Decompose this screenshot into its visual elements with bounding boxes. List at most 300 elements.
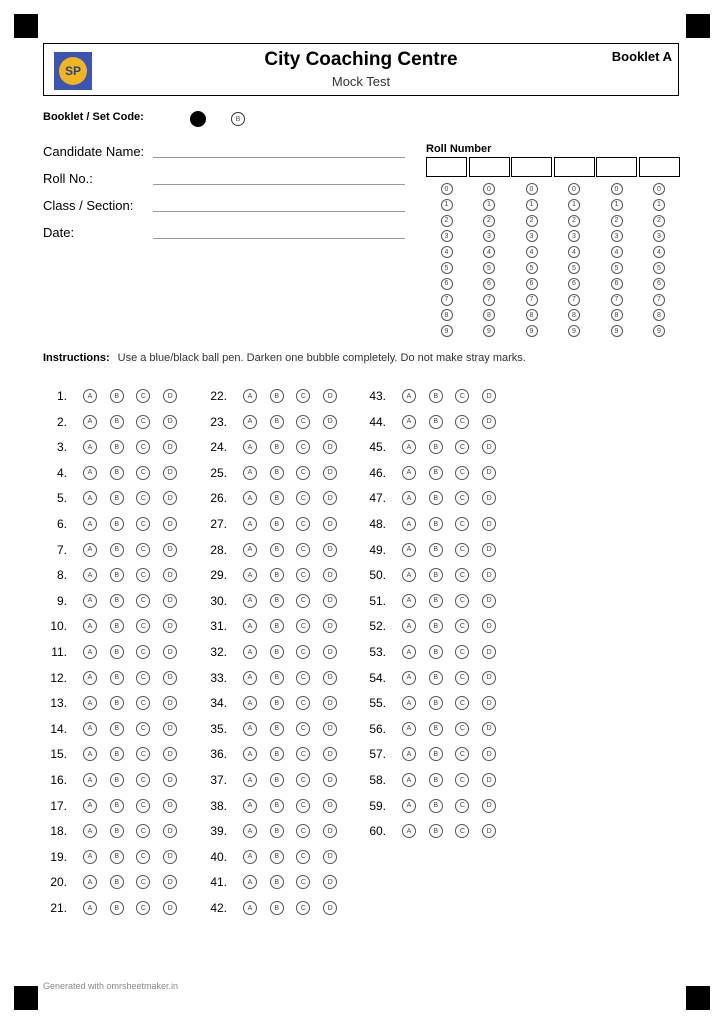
roll-bubble-col1-3[interactable]: 3 (441, 230, 453, 242)
answer-bubble-q52-d[interactable]: D (482, 619, 496, 633)
answer-bubble-q53-b[interactable]: B (429, 645, 443, 659)
answer-bubble-q43-c[interactable]: C (455, 389, 469, 403)
roll-bubble-col1-4[interactable]: 4 (441, 246, 453, 258)
answer-bubble-q55-c[interactable]: C (455, 696, 469, 710)
answer-bubble-q21-d[interactable]: D (163, 901, 177, 915)
answer-bubble-q39-a[interactable]: A (243, 824, 257, 838)
answer-bubble-q10-d[interactable]: D (163, 619, 177, 633)
answer-bubble-q5-a[interactable]: A (83, 491, 97, 505)
answer-bubble-q37-c[interactable]: C (296, 773, 310, 787)
answer-bubble-q33-b[interactable]: B (270, 671, 284, 685)
answer-bubble-q15-d[interactable]: D (163, 747, 177, 761)
answer-bubble-q55-d[interactable]: D (482, 696, 496, 710)
answer-bubble-q25-a[interactable]: A (243, 466, 257, 480)
roll-digit-box-4[interactable] (554, 157, 595, 177)
roll-bubble-col4-7[interactable]: 7 (568, 294, 580, 306)
answer-bubble-q18-a[interactable]: A (83, 824, 97, 838)
answer-bubble-q31-d[interactable]: D (323, 619, 337, 633)
answer-bubble-q33-d[interactable]: D (323, 671, 337, 685)
roll-bubble-col4-4[interactable]: 4 (568, 246, 580, 258)
answer-bubble-q30-d[interactable]: D (323, 594, 337, 608)
answer-bubble-q37-d[interactable]: D (323, 773, 337, 787)
answer-bubble-q3-b[interactable]: B (110, 440, 124, 454)
roll-bubble-col2-4[interactable]: 4 (483, 246, 495, 258)
answer-bubble-q32-c[interactable]: C (296, 645, 310, 659)
answer-bubble-q4-b[interactable]: B (110, 466, 124, 480)
roll-digit-box-5[interactable] (596, 157, 637, 177)
answer-bubble-q28-d[interactable]: D (323, 543, 337, 557)
answer-bubble-q56-c[interactable]: C (455, 722, 469, 736)
answer-bubble-q41-b[interactable]: B (270, 875, 284, 889)
roll-digit-box-2[interactable] (469, 157, 510, 177)
answer-bubble-q54-d[interactable]: D (482, 671, 496, 685)
answer-bubble-q17-c[interactable]: C (136, 799, 150, 813)
answer-bubble-q56-a[interactable]: A (402, 722, 416, 736)
answer-bubble-q8-a[interactable]: A (83, 568, 97, 582)
answer-bubble-q29-c[interactable]: C (296, 568, 310, 582)
answer-bubble-q54-c[interactable]: C (455, 671, 469, 685)
answer-bubble-q45-a[interactable]: A (402, 440, 416, 454)
roll-bubble-col5-8[interactable]: 8 (611, 309, 623, 321)
answer-bubble-q32-a[interactable]: A (243, 645, 257, 659)
answer-bubble-q60-a[interactable]: A (402, 824, 416, 838)
answer-bubble-q47-c[interactable]: C (455, 491, 469, 505)
answer-bubble-q6-d[interactable]: D (163, 517, 177, 531)
answer-bubble-q13-d[interactable]: D (163, 696, 177, 710)
answer-bubble-q33-c[interactable]: C (296, 671, 310, 685)
answer-bubble-q50-d[interactable]: D (482, 568, 496, 582)
roll-bubble-col3-0[interactable]: 0 (526, 183, 538, 195)
roll-bubble-col4-5[interactable]: 5 (568, 262, 580, 274)
answer-bubble-q43-d[interactable]: D (482, 389, 496, 403)
answer-bubble-q31-a[interactable]: A (243, 619, 257, 633)
answer-bubble-q4-a[interactable]: A (83, 466, 97, 480)
answer-bubble-q53-d[interactable]: D (482, 645, 496, 659)
answer-bubble-q22-d[interactable]: D (323, 389, 337, 403)
answer-bubble-q23-d[interactable]: D (323, 415, 337, 429)
roll-bubble-col6-0[interactable]: 0 (653, 183, 665, 195)
answer-bubble-q59-d[interactable]: D (482, 799, 496, 813)
answer-bubble-q20-a[interactable]: A (83, 875, 97, 889)
answer-bubble-q9-c[interactable]: C (136, 594, 150, 608)
answer-bubble-q13-a[interactable]: A (83, 696, 97, 710)
set-code-bubble-a[interactable]: A (190, 111, 206, 127)
roll-bubble-col2-6[interactable]: 6 (483, 278, 495, 290)
date-field[interactable] (153, 238, 405, 239)
answer-bubble-q57-a[interactable]: A (402, 747, 416, 761)
answer-bubble-q15-b[interactable]: B (110, 747, 124, 761)
answer-bubble-q16-a[interactable]: A (83, 773, 97, 787)
roll-bubble-col3-2[interactable]: 2 (526, 215, 538, 227)
answer-bubble-q14-a[interactable]: A (83, 722, 97, 736)
answer-bubble-q36-c[interactable]: C (296, 747, 310, 761)
answer-bubble-q58-b[interactable]: B (429, 773, 443, 787)
answer-bubble-q24-b[interactable]: B (270, 440, 284, 454)
roll-bubble-col4-9[interactable]: 9 (568, 325, 580, 337)
answer-bubble-q30-c[interactable]: C (296, 594, 310, 608)
answer-bubble-q14-c[interactable]: C (136, 722, 150, 736)
roll-bubble-col6-3[interactable]: 3 (653, 230, 665, 242)
answer-bubble-q47-a[interactable]: A (402, 491, 416, 505)
answer-bubble-q28-c[interactable]: C (296, 543, 310, 557)
answer-bubble-q10-b[interactable]: B (110, 619, 124, 633)
answer-bubble-q20-b[interactable]: B (110, 875, 124, 889)
answer-bubble-q19-c[interactable]: C (136, 850, 150, 864)
answer-bubble-q2-c[interactable]: C (136, 415, 150, 429)
answer-bubble-q44-d[interactable]: D (482, 415, 496, 429)
answer-bubble-q38-a[interactable]: A (243, 799, 257, 813)
answer-bubble-q31-c[interactable]: C (296, 619, 310, 633)
answer-bubble-q6-c[interactable]: C (136, 517, 150, 531)
answer-bubble-q27-d[interactable]: D (323, 517, 337, 531)
answer-bubble-q26-c[interactable]: C (296, 491, 310, 505)
answer-bubble-q35-d[interactable]: D (323, 722, 337, 736)
roll-bubble-col1-0[interactable]: 0 (441, 183, 453, 195)
answer-bubble-q12-a[interactable]: A (83, 671, 97, 685)
answer-bubble-q50-c[interactable]: C (455, 568, 469, 582)
answer-bubble-q49-c[interactable]: C (455, 543, 469, 557)
answer-bubble-q20-c[interactable]: C (136, 875, 150, 889)
answer-bubble-q44-a[interactable]: A (402, 415, 416, 429)
answer-bubble-q41-d[interactable]: D (323, 875, 337, 889)
roll-bubble-col2-5[interactable]: 5 (483, 262, 495, 274)
answer-bubble-q1-b[interactable]: B (110, 389, 124, 403)
answer-bubble-q45-b[interactable]: B (429, 440, 443, 454)
answer-bubble-q22-c[interactable]: C (296, 389, 310, 403)
answer-bubble-q7-c[interactable]: C (136, 543, 150, 557)
answer-bubble-q25-b[interactable]: B (270, 466, 284, 480)
roll-bubble-col1-9[interactable]: 9 (441, 325, 453, 337)
answer-bubble-q25-d[interactable]: D (323, 466, 337, 480)
answer-bubble-q38-b[interactable]: B (270, 799, 284, 813)
answer-bubble-q57-d[interactable]: D (482, 747, 496, 761)
answer-bubble-q13-c[interactable]: C (136, 696, 150, 710)
answer-bubble-q45-c[interactable]: C (455, 440, 469, 454)
answer-bubble-q34-b[interactable]: B (270, 696, 284, 710)
roll-bubble-col4-0[interactable]: 0 (568, 183, 580, 195)
answer-bubble-q48-b[interactable]: B (429, 517, 443, 531)
answer-bubble-q43-b[interactable]: B (429, 389, 443, 403)
roll-bubble-col1-6[interactable]: 6 (441, 278, 453, 290)
answer-bubble-q44-b[interactable]: B (429, 415, 443, 429)
answer-bubble-q13-b[interactable]: B (110, 696, 124, 710)
answer-bubble-q11-b[interactable]: B (110, 645, 124, 659)
answer-bubble-q20-d[interactable]: D (163, 875, 177, 889)
roll-bubble-col3-8[interactable]: 8 (526, 309, 538, 321)
answer-bubble-q49-d[interactable]: D (482, 543, 496, 557)
answer-bubble-q17-b[interactable]: B (110, 799, 124, 813)
answer-bubble-q27-c[interactable]: C (296, 517, 310, 531)
roll-bubble-col3-4[interactable]: 4 (526, 246, 538, 258)
answer-bubble-q34-c[interactable]: C (296, 696, 310, 710)
answer-bubble-q22-a[interactable]: A (243, 389, 257, 403)
answer-bubble-q36-d[interactable]: D (323, 747, 337, 761)
roll-bubble-col6-5[interactable]: 5 (653, 262, 665, 274)
answer-bubble-q48-a[interactable]: A (402, 517, 416, 531)
answer-bubble-q12-c[interactable]: C (136, 671, 150, 685)
answer-bubble-q34-d[interactable]: D (323, 696, 337, 710)
answer-bubble-q16-b[interactable]: B (110, 773, 124, 787)
answer-bubble-q5-d[interactable]: D (163, 491, 177, 505)
answer-bubble-q34-a[interactable]: A (243, 696, 257, 710)
answer-bubble-q6-a[interactable]: A (83, 517, 97, 531)
answer-bubble-q55-a[interactable]: A (402, 696, 416, 710)
answer-bubble-q57-b[interactable]: B (429, 747, 443, 761)
roll-digit-box-1[interactable] (426, 157, 467, 177)
answer-bubble-q41-c[interactable]: C (296, 875, 310, 889)
answer-bubble-q1-d[interactable]: D (163, 389, 177, 403)
answer-bubble-q25-c[interactable]: C (296, 466, 310, 480)
answer-bubble-q19-d[interactable]: D (163, 850, 177, 864)
answer-bubble-q30-a[interactable]: A (243, 594, 257, 608)
roll-bubble-col3-9[interactable]: 9 (526, 325, 538, 337)
roll-bubble-col1-5[interactable]: 5 (441, 262, 453, 274)
answer-bubble-q18-b[interactable]: B (110, 824, 124, 838)
answer-bubble-q46-a[interactable]: A (402, 466, 416, 480)
roll-bubble-col2-3[interactable]: 3 (483, 230, 495, 242)
answer-bubble-q9-d[interactable]: D (163, 594, 177, 608)
answer-bubble-q43-a[interactable]: A (402, 389, 416, 403)
answer-bubble-q16-c[interactable]: C (136, 773, 150, 787)
set-code-bubble-b[interactable]: B (231, 112, 245, 126)
roll-bubble-col5-6[interactable]: 6 (611, 278, 623, 290)
answer-bubble-q56-b[interactable]: B (429, 722, 443, 736)
answer-bubble-q42-a[interactable]: A (243, 901, 257, 915)
answer-bubble-q10-c[interactable]: C (136, 619, 150, 633)
roll-bubble-col1-8[interactable]: 8 (441, 309, 453, 321)
answer-bubble-q7-b[interactable]: B (110, 543, 124, 557)
answer-bubble-q17-a[interactable]: A (83, 799, 97, 813)
roll-bubble-col6-9[interactable]: 9 (653, 325, 665, 337)
answer-bubble-q26-b[interactable]: B (270, 491, 284, 505)
answer-bubble-q49-a[interactable]: A (402, 543, 416, 557)
answer-bubble-q14-b[interactable]: B (110, 722, 124, 736)
answer-bubble-q40-b[interactable]: B (270, 850, 284, 864)
answer-bubble-q24-c[interactable]: C (296, 440, 310, 454)
answer-bubble-q10-a[interactable]: A (83, 619, 97, 633)
roll-bubble-col2-9[interactable]: 9 (483, 325, 495, 337)
answer-bubble-q54-b[interactable]: B (429, 671, 443, 685)
roll-bubble-col3-1[interactable]: 1 (526, 199, 538, 211)
answer-bubble-q1-a[interactable]: A (83, 389, 97, 403)
answer-bubble-q36-b[interactable]: B (270, 747, 284, 761)
roll-bubble-col2-2[interactable]: 2 (483, 215, 495, 227)
answer-bubble-q24-a[interactable]: A (243, 440, 257, 454)
answer-bubble-q59-c[interactable]: C (455, 799, 469, 813)
roll-bubble-col1-1[interactable]: 1 (441, 199, 453, 211)
answer-bubble-q27-b[interactable]: B (270, 517, 284, 531)
answer-bubble-q46-b[interactable]: B (429, 466, 443, 480)
answer-bubble-q36-a[interactable]: A (243, 747, 257, 761)
answer-bubble-q40-d[interactable]: D (323, 850, 337, 864)
answer-bubble-q19-a[interactable]: A (83, 850, 97, 864)
answer-bubble-q12-d[interactable]: D (163, 671, 177, 685)
answer-bubble-q42-d[interactable]: D (323, 901, 337, 915)
answer-bubble-q21-b[interactable]: B (110, 901, 124, 915)
answer-bubble-q59-a[interactable]: A (402, 799, 416, 813)
answer-bubble-q35-a[interactable]: A (243, 722, 257, 736)
roll-bubble-col2-7[interactable]: 7 (483, 294, 495, 306)
roll-bubble-col5-7[interactable]: 7 (611, 294, 623, 306)
roll-bubble-col5-0[interactable]: 0 (611, 183, 623, 195)
answer-bubble-q59-b[interactable]: B (429, 799, 443, 813)
answer-bubble-q7-a[interactable]: A (83, 543, 97, 557)
roll-bubble-col2-1[interactable]: 1 (483, 199, 495, 211)
answer-bubble-q56-d[interactable]: D (482, 722, 496, 736)
answer-bubble-q47-d[interactable]: D (482, 491, 496, 505)
answer-bubble-q27-a[interactable]: A (243, 517, 257, 531)
answer-bubble-q29-d[interactable]: D (323, 568, 337, 582)
answer-bubble-q2-d[interactable]: D (163, 415, 177, 429)
roll-bubble-col4-8[interactable]: 8 (568, 309, 580, 321)
roll-bubble-col6-2[interactable]: 2 (653, 215, 665, 227)
roll-bubble-col4-6[interactable]: 6 (568, 278, 580, 290)
answer-bubble-q14-d[interactable]: D (163, 722, 177, 736)
answer-bubble-q33-a[interactable]: A (243, 671, 257, 685)
answer-bubble-q11-d[interactable]: D (163, 645, 177, 659)
answer-bubble-q51-d[interactable]: D (482, 594, 496, 608)
answer-bubble-q23-a[interactable]: A (243, 415, 257, 429)
answer-bubble-q11-c[interactable]: C (136, 645, 150, 659)
answer-bubble-q58-a[interactable]: A (402, 773, 416, 787)
answer-bubble-q4-d[interactable]: D (163, 466, 177, 480)
answer-bubble-q4-c[interactable]: C (136, 466, 150, 480)
answer-bubble-q29-b[interactable]: B (270, 568, 284, 582)
answer-bubble-q52-c[interactable]: C (455, 619, 469, 633)
answer-bubble-q40-a[interactable]: A (243, 850, 257, 864)
answer-bubble-q31-b[interactable]: B (270, 619, 284, 633)
answer-bubble-q32-d[interactable]: D (323, 645, 337, 659)
answer-bubble-q48-c[interactable]: C (455, 517, 469, 531)
roll-bubble-col5-1[interactable]: 1 (611, 199, 623, 211)
roll-bubble-col6-7[interactable]: 7 (653, 294, 665, 306)
answer-bubble-q16-d[interactable]: D (163, 773, 177, 787)
answer-bubble-q3-c[interactable]: C (136, 440, 150, 454)
answer-bubble-q40-c[interactable]: C (296, 850, 310, 864)
answer-bubble-q46-d[interactable]: D (482, 466, 496, 480)
answer-bubble-q17-d[interactable]: D (163, 799, 177, 813)
answer-bubble-q7-d[interactable]: D (163, 543, 177, 557)
roll-bubble-col3-7[interactable]: 7 (526, 294, 538, 306)
answer-bubble-q23-c[interactable]: C (296, 415, 310, 429)
answer-bubble-q21-c[interactable]: C (136, 901, 150, 915)
answer-bubble-q22-b[interactable]: B (270, 389, 284, 403)
answer-bubble-q50-b[interactable]: B (429, 568, 443, 582)
roll-bubble-col3-3[interactable]: 3 (526, 230, 538, 242)
answer-bubble-q39-c[interactable]: C (296, 824, 310, 838)
roll-bubble-col3-6[interactable]: 6 (526, 278, 538, 290)
answer-bubble-q60-d[interactable]: D (482, 824, 496, 838)
answer-bubble-q47-b[interactable]: B (429, 491, 443, 505)
roll-bubble-col4-1[interactable]: 1 (568, 199, 580, 211)
answer-bubble-q26-d[interactable]: D (323, 491, 337, 505)
answer-bubble-q42-c[interactable]: C (296, 901, 310, 915)
roll-bubble-col2-0[interactable]: 0 (483, 183, 495, 195)
roll-bubble-col5-9[interactable]: 9 (611, 325, 623, 337)
answer-bubble-q57-c[interactable]: C (455, 747, 469, 761)
roll-bubble-col5-4[interactable]: 4 (611, 246, 623, 258)
roll-bubble-col6-8[interactable]: 8 (653, 309, 665, 321)
answer-bubble-q52-b[interactable]: B (429, 619, 443, 633)
answer-bubble-q60-b[interactable]: B (429, 824, 443, 838)
roll-bubble-col2-8[interactable]: 8 (483, 309, 495, 321)
roll-bubble-col5-3[interactable]: 3 (611, 230, 623, 242)
answer-bubble-q39-b[interactable]: B (270, 824, 284, 838)
answer-bubble-q55-b[interactable]: B (429, 696, 443, 710)
answer-bubble-q41-a[interactable]: A (243, 875, 257, 889)
roll-bubble-col3-5[interactable]: 5 (526, 262, 538, 274)
answer-bubble-q6-b[interactable]: B (110, 517, 124, 531)
answer-bubble-q58-d[interactable]: D (482, 773, 496, 787)
answer-bubble-q58-c[interactable]: C (455, 773, 469, 787)
roll-bubble-col1-7[interactable]: 7 (441, 294, 453, 306)
answer-bubble-q30-b[interactable]: B (270, 594, 284, 608)
answer-bubble-q15-a[interactable]: A (83, 747, 97, 761)
answer-bubble-q44-c[interactable]: C (455, 415, 469, 429)
roll-bubble-col4-3[interactable]: 3 (568, 230, 580, 242)
answer-bubble-q39-d[interactable]: D (323, 824, 337, 838)
answer-bubble-q28-a[interactable]: A (243, 543, 257, 557)
answer-bubble-q24-d[interactable]: D (323, 440, 337, 454)
answer-bubble-q5-b[interactable]: B (110, 491, 124, 505)
answer-bubble-q32-b[interactable]: B (270, 645, 284, 659)
answer-bubble-q29-a[interactable]: A (243, 568, 257, 582)
roll-digit-box-3[interactable] (511, 157, 552, 177)
answer-bubble-q53-c[interactable]: C (455, 645, 469, 659)
answer-bubble-q18-d[interactable]: D (163, 824, 177, 838)
answer-bubble-q8-d[interactable]: D (163, 568, 177, 582)
class-section-field[interactable] (153, 211, 405, 212)
answer-bubble-q5-c[interactable]: C (136, 491, 150, 505)
roll-bubble-col6-1[interactable]: 1 (653, 199, 665, 211)
roll-digit-box-6[interactable] (639, 157, 680, 177)
candidate-name-field[interactable] (153, 157, 405, 158)
answer-bubble-q54-a[interactable]: A (402, 671, 416, 685)
answer-bubble-q37-a[interactable]: A (243, 773, 257, 787)
answer-bubble-q50-a[interactable]: A (402, 568, 416, 582)
answer-bubble-q9-a[interactable]: A (83, 594, 97, 608)
answer-bubble-q12-b[interactable]: B (110, 671, 124, 685)
answer-bubble-q60-c[interactable]: C (455, 824, 469, 838)
answer-bubble-q11-a[interactable]: A (83, 645, 97, 659)
answer-bubble-q52-a[interactable]: A (402, 619, 416, 633)
answer-bubble-q15-c[interactable]: C (136, 747, 150, 761)
roll-no-field[interactable] (153, 184, 405, 185)
roll-bubble-col1-2[interactable]: 2 (441, 215, 453, 227)
answer-bubble-q42-b[interactable]: B (270, 901, 284, 915)
roll-bubble-col6-6[interactable]: 6 (653, 278, 665, 290)
answer-bubble-q8-b[interactable]: B (110, 568, 124, 582)
roll-bubble-col4-2[interactable]: 2 (568, 215, 580, 227)
answer-bubble-q53-a[interactable]: A (402, 645, 416, 659)
answer-bubble-q19-b[interactable]: B (110, 850, 124, 864)
answer-bubble-q21-a[interactable]: A (83, 901, 97, 915)
answer-bubble-q46-c[interactable]: C (455, 466, 469, 480)
roll-bubble-col5-5[interactable]: 5 (611, 262, 623, 274)
answer-bubble-q28-b[interactable]: B (270, 543, 284, 557)
answer-bubble-q49-b[interactable]: B (429, 543, 443, 557)
answer-bubble-q48-d[interactable]: D (482, 517, 496, 531)
roll-bubble-col5-2[interactable]: 2 (611, 215, 623, 227)
answer-bubble-q51-a[interactable]: A (402, 594, 416, 608)
answer-bubble-q23-b[interactable]: B (270, 415, 284, 429)
answer-bubble-q3-a[interactable]: A (83, 440, 97, 454)
answer-bubble-q1-c[interactable]: C (136, 389, 150, 403)
answer-bubble-q18-c[interactable]: C (136, 824, 150, 838)
answer-bubble-q35-b[interactable]: B (270, 722, 284, 736)
answer-bubble-q3-d[interactable]: D (163, 440, 177, 454)
answer-bubble-q51-c[interactable]: C (455, 594, 469, 608)
